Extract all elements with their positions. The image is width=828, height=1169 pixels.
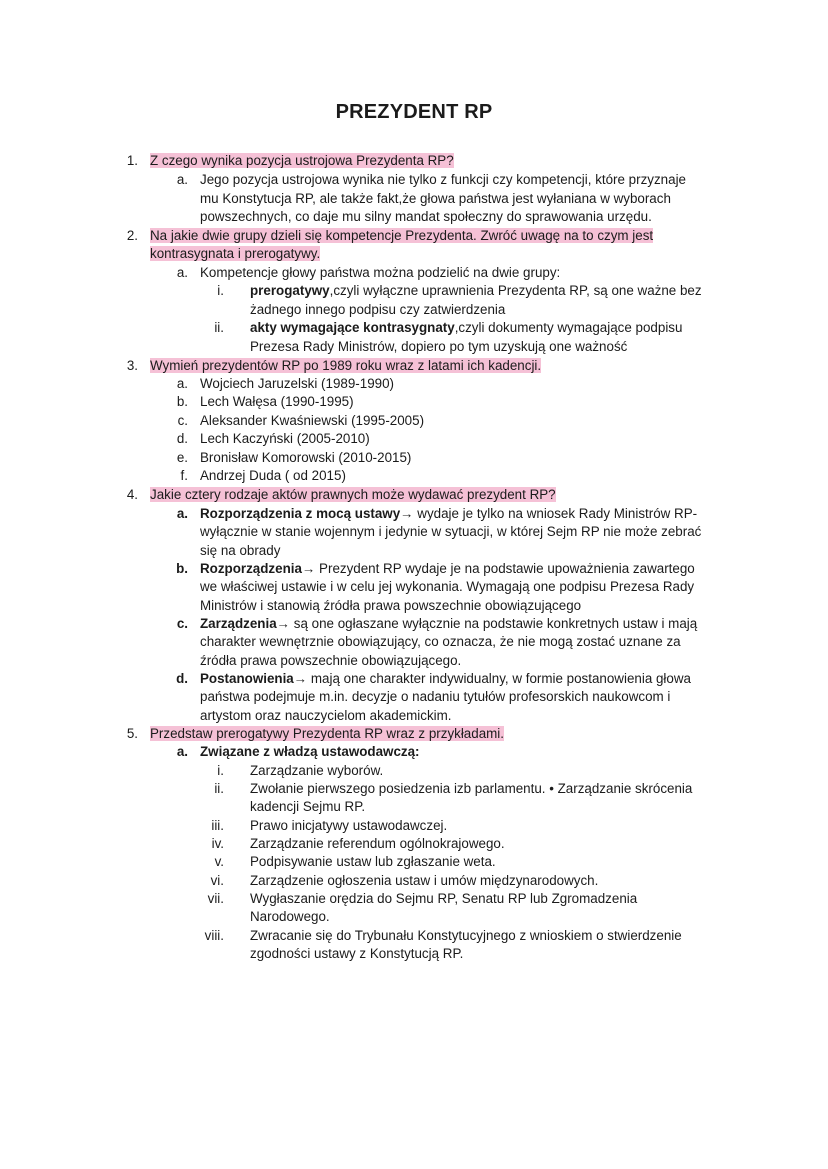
q5-item-marker: ii. (214, 781, 224, 796)
q3-question (150, 357, 541, 375)
q2-answer-marker: a. (176, 265, 188, 280)
q1-question-text: Z czego wynika pozycja ustrojowa Prezydenta RP? (150, 153, 454, 168)
q5-item: Wygłaszanie orędzia do Sejmu RP, Senatu RP lub Zgromadzenia (250, 891, 638, 906)
q3-item: Bronisław Komorowski (2010-2015) (200, 450, 412, 465)
q3-item: Wojciech Jaruzelski (1989-1990) (200, 376, 395, 391)
q5-answer-marker: a. (176, 744, 188, 759)
q4-question-text: Jakie cztery rodzaje aktów prawnych może wydawać prezydent RP? (150, 487, 556, 502)
q1-question (150, 152, 454, 170)
q5-item: Zwracanie się do Trybunału Konstytucyjnego z wnioskiem o stwierdzenie (250, 928, 682, 943)
q3-item-marker: e. (176, 450, 188, 465)
q2-answer-text: Kompetencje głowy państwa można podzielić na dwie grupy: (200, 265, 561, 280)
q1-answer-marker: a. (176, 172, 188, 187)
q5-item: Prawo inicjatywy ustawodawczej. (250, 818, 448, 833)
q4-item-line: artystom oraz nauczycielom akademickim. (200, 708, 452, 723)
q5-question-text: Przedstaw prerogatywy Prezydenta RP wraz z przykładami. (150, 726, 504, 741)
q2-sub-term: akty wymagające kontrasygnaty (250, 320, 455, 335)
q5-item-marker: viii. (204, 928, 224, 943)
q2-question (150, 245, 320, 263)
q4-item-line: we właściwej ustawie i w celu jej wykonania. Wymagają one podpisu Prezesa Rady (200, 579, 695, 594)
q3-item-marker: d. (176, 431, 188, 446)
q2-sub-item-line: Prezesa Rady Ministrów, dopiero po tym uzyskują one ważność (250, 339, 628, 354)
q4-number: 4. (126, 487, 138, 502)
q3-item: Aleksander Kwaśniewski (1995-2005) (200, 413, 425, 428)
q1-number: 1. (126, 153, 138, 168)
q5-item: Zwołanie pierwszego posiedzenia izb parlamentu. • Zarządzanie skrócenia (250, 781, 693, 796)
q5-question (150, 725, 504, 743)
q4-item (200, 560, 695, 578)
q2-number: 2. (126, 228, 138, 243)
q4-item-marker: a. (176, 506, 188, 521)
q4-item-desc: → są one ogłaszane wyłącznie na podstawie konkretnych ustaw i mają (276, 616, 698, 631)
q4-item (200, 505, 697, 523)
q1-answer-line: mu Konstytucja RP, ale także fakt,że głowa państwa jest wyłaniana w wyborach (200, 191, 671, 206)
q2-sub-term: prerogatywy (250, 283, 330, 298)
q4-item-line: wyłącznie w stanie wojennym i jedynie w sytuacji, w której Sejm RP nie może zebrać (200, 524, 702, 539)
q4-item (200, 615, 697, 633)
q5-item: Podpisywanie ustaw lub zgłaszanie weta. (250, 854, 496, 869)
q2-sub-desc: ,czyli dokumenty wymagające podpisu (454, 320, 683, 335)
q1-answer-line: Jego pozycja ustrojowa wynika nie tylko z funkcji czy kompetencji, które przyznaje (200, 172, 686, 187)
q1-answer-line: powszechnych, co daje mu silny mandat społeczny do sprawowania urzędu. (200, 209, 652, 224)
q5-item-marker: iii. (211, 818, 224, 833)
q5-item-line: Narodowego. (250, 909, 330, 924)
q5-item-marker: vi. (210, 873, 224, 888)
q3-item: Lech Kaczyński (2005-2010) (200, 431, 370, 446)
q3-question-text: Wymień prezydentów RP po 1989 roku wraz z latami ich kadencji. (150, 358, 542, 373)
q4-item-marker: b. (176, 561, 188, 576)
q4-question (150, 486, 556, 504)
q4-item-desc: → Prezydent RP wydaje je na podstawie upoważnienia zawartego (301, 561, 695, 576)
page-title: PREZYDENT RP (335, 101, 493, 123)
q4-item-line: państwa podejmuje m.in. decyzje o nadaniu tytułów profesorskich naukowcom i (200, 689, 671, 704)
q3-item: Andrzej Duda ( od 2015) (200, 468, 346, 483)
q4-item-line: źródła prawa powszechnie obowiązującego. (200, 653, 462, 668)
q3-item-marker: b. (176, 394, 188, 409)
q4-item-marker: d. (176, 671, 188, 686)
q3-number: 3. (126, 358, 138, 373)
q5-item-marker: vii. (207, 891, 224, 906)
q5-item-marker: v. (214, 854, 224, 869)
q3-item: Lech Wałęsa (1990-1995) (200, 394, 354, 409)
q4-item-desc: → wydaje je tylko na wniosek Rady Ministrów RP- (400, 506, 698, 521)
q5-number: 5. (126, 726, 138, 741)
q3-item-marker: c. (177, 413, 188, 428)
q4-item-line: Ministrów i stanowią źródła prawa powszechnie obowiązującego (200, 598, 582, 613)
q5-item-marker: iv. (211, 836, 224, 851)
q2-sub-marker: i. (217, 283, 224, 298)
q5-item: Zarządzanie referendum ogólnokrajowego. (250, 836, 505, 851)
q3-item-marker: a. (176, 376, 188, 391)
q2-question-text: Na jakie dwie grupy dzieli się kompetencje Prezydenta. Zwróć uwagę na to czym jest (150, 228, 654, 243)
q4-item-desc: → mają one charakter indywidualny, w formie postanowienia głowa (293, 671, 691, 686)
q4-item (200, 670, 691, 688)
q5-answer-heading: Związane z władzą ustawodawczą: (200, 744, 420, 759)
q5-item-marker: i. (217, 763, 224, 778)
q5-item-line: zgodności ustawy z Konstytucją RP. (250, 946, 464, 961)
q2-sub-marker: ii. (214, 320, 224, 335)
q2-sub-item (250, 282, 702, 300)
q5-item: Zarządzenie ogłoszenia ustaw i umów międzynarodowych. (250, 873, 599, 888)
q4-item-term: Zarządzenia (200, 616, 277, 631)
q2-sub-item-line: żadnego innego podpisu czy zatwierdzenia (250, 302, 506, 317)
q4-item-term: Postanowienia (200, 671, 294, 686)
q4-item-line: charakter wewnętrznie obowiązujący, co oznacza, że nie mogą zostać uznane za (200, 634, 681, 649)
q2-sub-desc: ,czyli wyłączne uprawnienia Prezydenta RP, są one ważne bez (329, 283, 702, 298)
q2-question-text: kontrasygnata i prerogatywy. (150, 246, 321, 261)
q3-item-marker: f. (180, 468, 188, 483)
q4-item-term: Rozporządzenia (200, 561, 302, 576)
q4-item-marker: c. (176, 616, 188, 631)
q2-sub-item (250, 319, 682, 337)
q4-item-term: Rozporządzenia z mocą ustawy (200, 506, 401, 521)
q4-item-line: się na obrady (200, 543, 281, 558)
q2-question (150, 227, 653, 245)
q5-item-line: kadencji Sejmu RP. (250, 799, 366, 814)
q5-item: Zarządzanie wyborów. (250, 763, 384, 778)
